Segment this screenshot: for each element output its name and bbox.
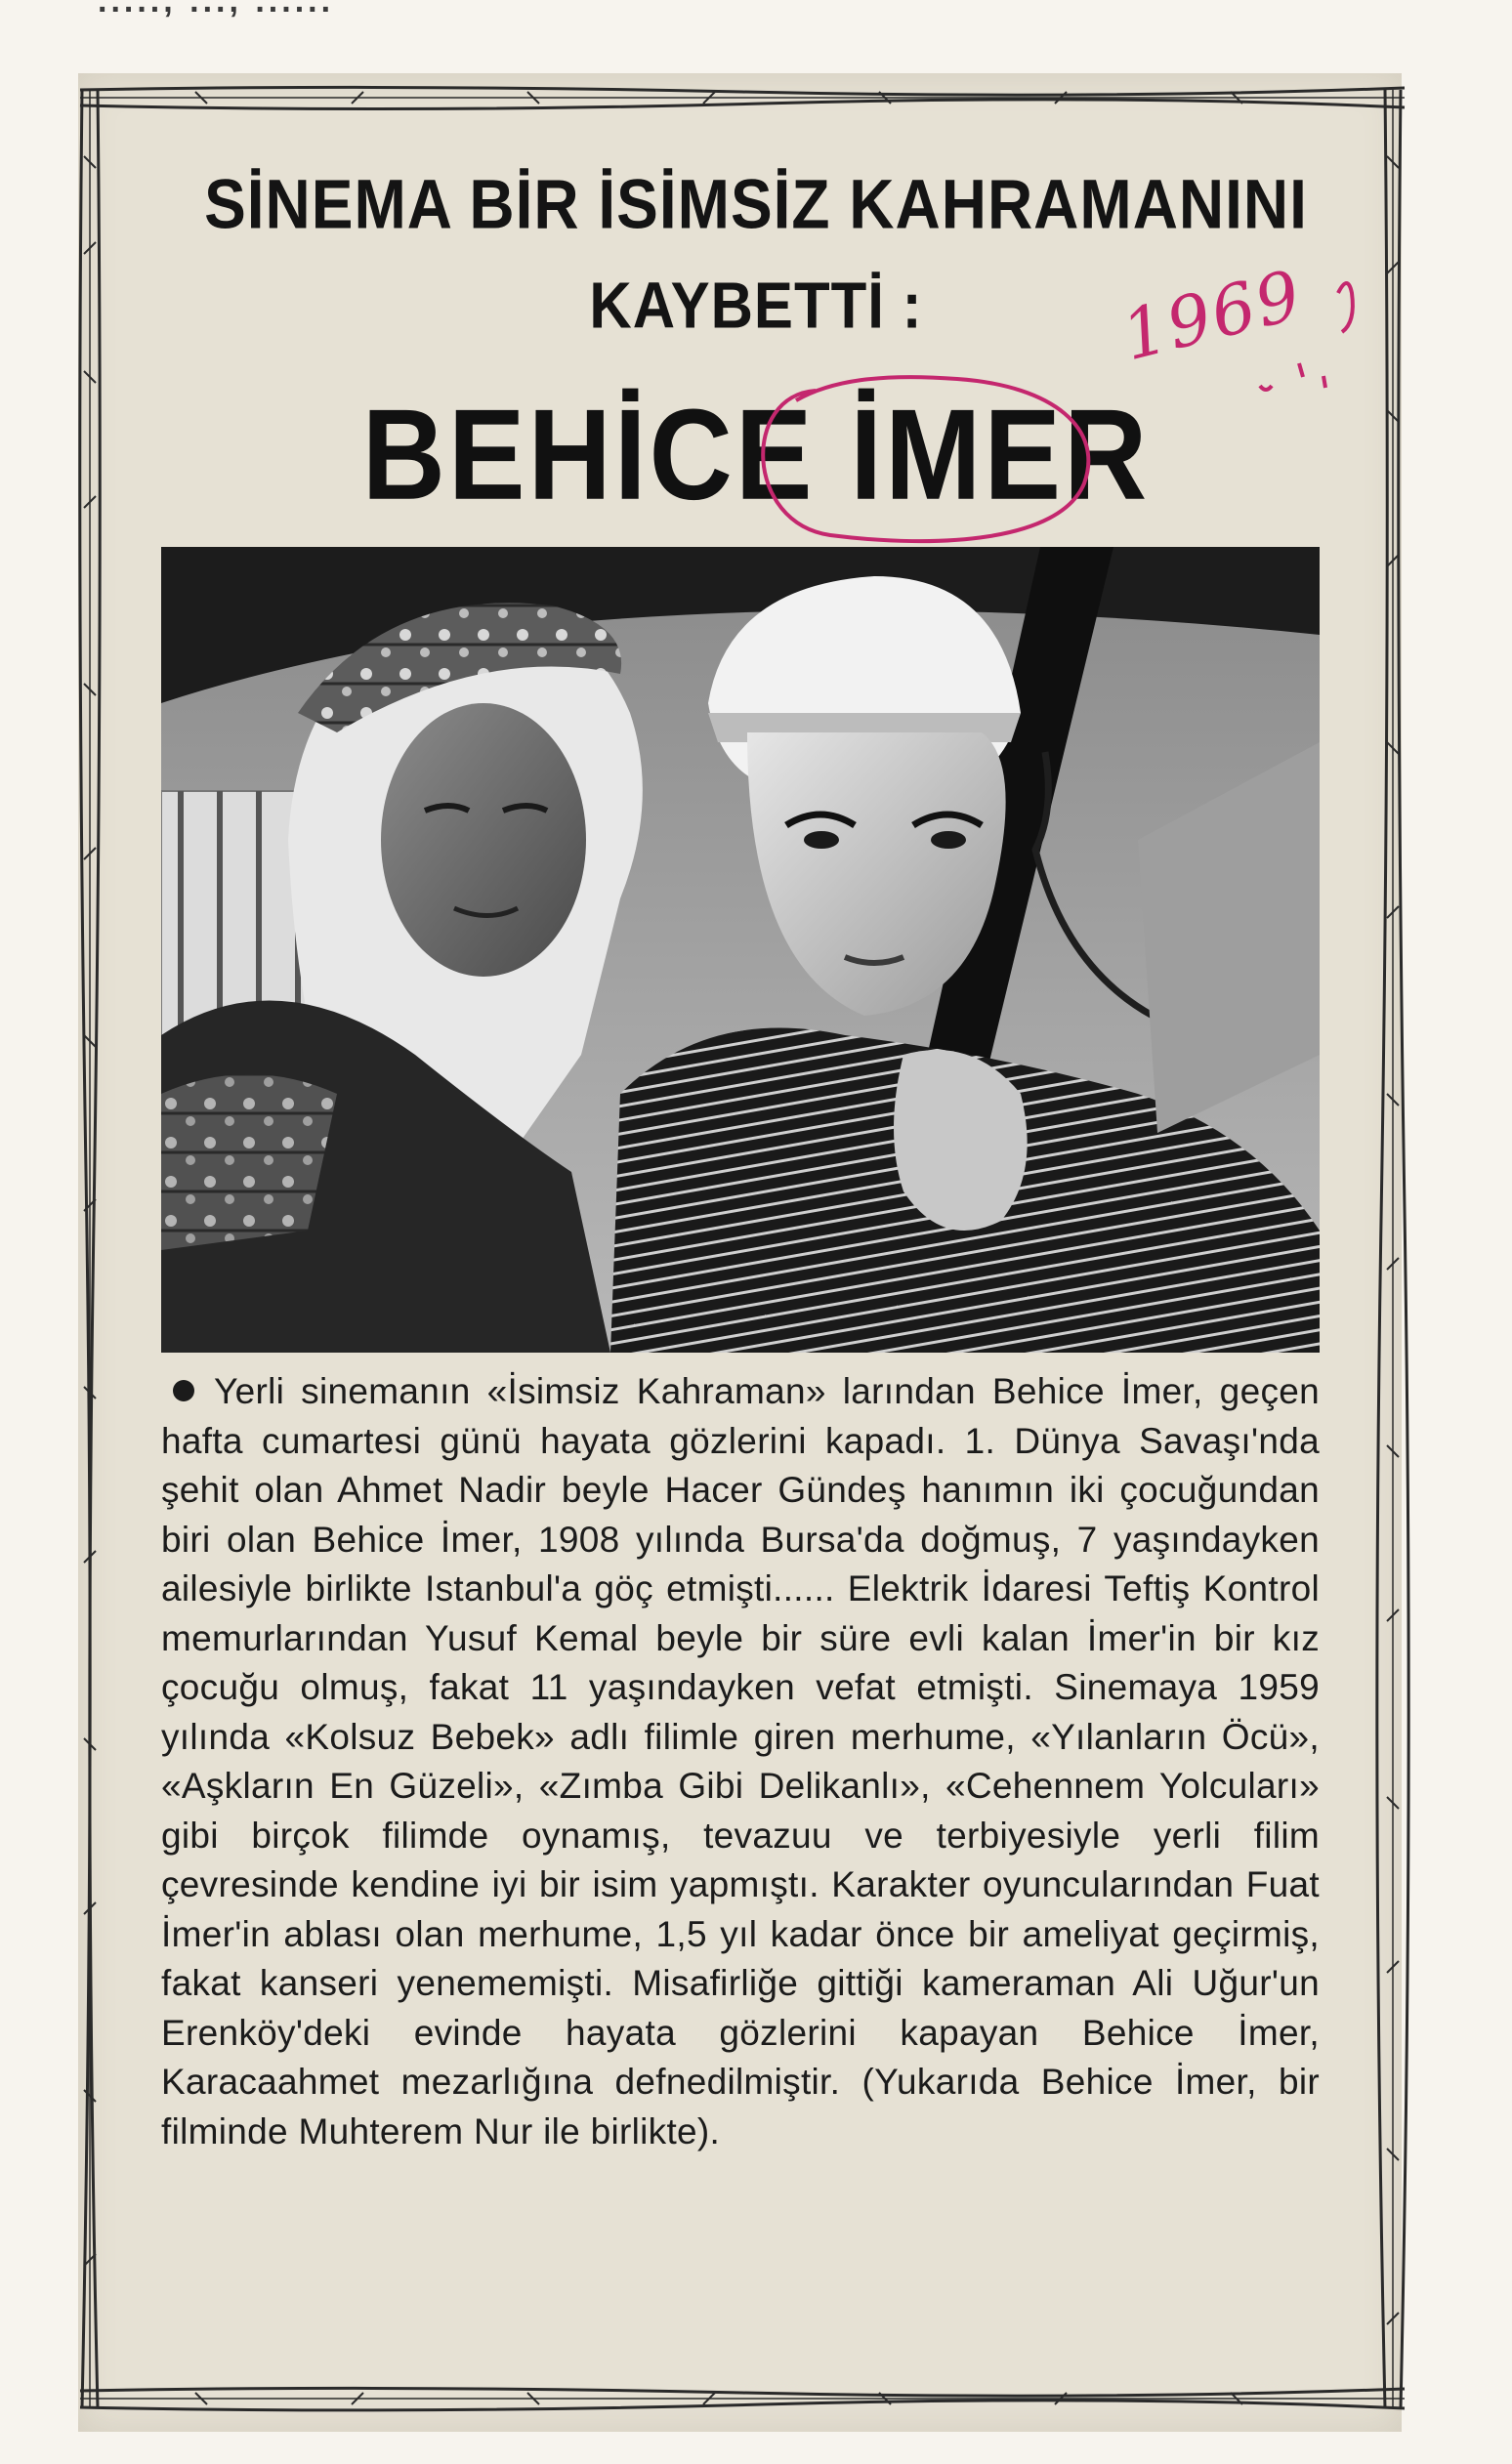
film-still-photo [161,547,1320,1353]
headline-line1: SİNEMA BİR İSİMSİZ KAHRAMANINI [204,164,1308,244]
handwritten-year: 1969 [1113,254,1311,377]
article-body [161,1367,1320,2156]
bullet-icon [173,1380,194,1401]
article-text: Yerli sinemanın «İsimsiz Kahraman» larından Behice İmer, geçen hafta cumartesi günü hayata gözlerini kapadı. 1. Dünya Savaşı'nda şehit olan Ahmet Nadir beyle Hacer Gündeş hanımın iki çocuğundan biri olan Behice İmer, 1908 yılında Bursa'da doğmuş, 7 yaşındayken ailesiyle birlikte Istanbul'a göç etmişti...... Elektrik İdaresi Teftiş Kontrol memurlarından Yusuf Kemal beyle bir süre evli kalan İmer'in bir kız çocuğu olmuş, fakat 11 yaşındayken vefat etmişti. Sinemaya 1959 yılında «Kolsuz Bebek» adlı filimle giren merhume, «Yılanların Öcü», «Aşkların En Güzeli», «Zımba Gibi Delikanlı», «Cehennem Yolcuları» gibi birçok filimde oynamış, tevazuu ve terbiyesiyle yerli filim çevresinde kendine iyi bir isim yapmıştı. Karakter oyuncularından Fuat İmer'in ablası olan merhume, 1,5 yıl kadar önce bir ameliyat geçirmiş, fakat kanseri yenememişti. Misafirliğe gittiği kameraman Ali Uğur'un Erenköy'deki evinde hayata gözlerini kapayan Behice İmer, Karacaahmet mezarlığına defnedilmiştir. (Yukarıda Behice İmer, bir filminde Muhterem Nur ile birlikte). [161,1371,1320,2151]
photo-artwork [161,547,1320,1353]
headline-line2: KAYBETTİ : [589,268,923,343]
headline-name: BEHİCE İMER [361,383,1151,527]
top-scrap-label: ....., ..., ...... [98,0,335,20]
